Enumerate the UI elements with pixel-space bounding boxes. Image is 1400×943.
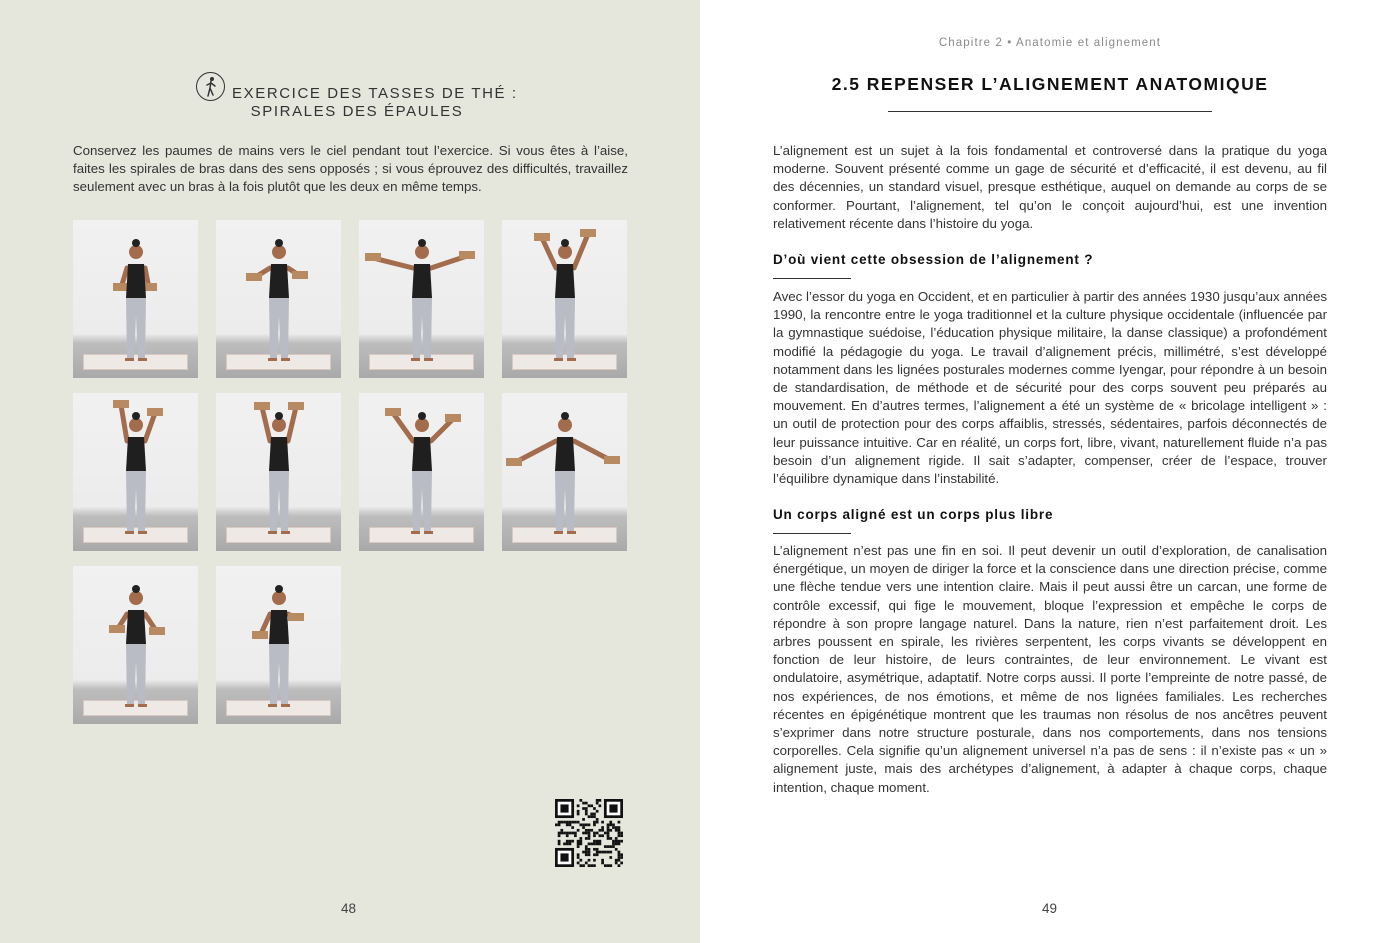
paragraph-3: L’alignement n’est pas une fin en soi. Il peut devenir un outil d’exploration, de canalisation énergétique, un moyen de diriger la force et la conscience dans une direction précise, comme une flèche tendue vers une intention claire. Mais il peut aussi être un carcan, une forme de contrôle excessif, qui fige le mouvement, bloque l’expression et empêche le corps de répondre à son propre langage naturel. Dans la nature, rien n’est parfaitement droit. Les arbres poussent en spirale, les rivières serpentent, les corps vivants se développent en fonction de leur histoire, de leurs contraintes, de leur environnement. Le vivant est ondulatoire, asymétrique, adaptatif. Notre corps aussi. Il porte l’empreinte de notre passé, de nos expériences, de nos émotions, et même de nos lignées familiales. Les recherches récentes en épigénétique montrent que les traumas non résolus de nos ancêtres peuvent s’exprimer dans notre structure posturale, dans nos comportements, dans nos tensions corporelles. Cela signifie qu’un alignement universel n’a pas de sens : il n’existe pas « un » alignement juste, mais des archétypes d’alignement, à adapter à chaque corps, chaque intention, chaque moment. (773, 543, 1327, 795)
exercise-photo-6 (216, 393, 341, 551)
subheading-1-rule (773, 278, 851, 279)
exercise-photo-4 (502, 220, 627, 378)
exercise-title-line2: SPIRALES DES ÉPAULES (250, 103, 464, 120)
subheading-2: Un corps aligné est un corps plus libre (773, 507, 1054, 522)
chapter-header: Chapitre 2 • Anatomie et alignement (938, 37, 1162, 49)
exercise-photo-7 (359, 393, 484, 551)
page-number-right: 49 (1042, 901, 1058, 916)
exercise-photo-3 (359, 220, 484, 378)
section-title: 2.5 REPENSER L’ALIGNEMENT ANATOMIQUE (831, 74, 1269, 94)
exercise-title-line1: EXERCICE DES TASSES DE THÉ : (232, 85, 518, 102)
exercise-title (232, 85, 552, 121)
yoga-pose-icon (196, 72, 225, 101)
title-divider (888, 111, 1212, 112)
paragraph-2: Avec l’essor du yoga en Occident, et en particulier à partir des années 1930 jusqu’aux années 1990, la rencontre entre le yoga traditionnel et la culture physique occidentale (influencée par la gymnastique suédoise, l’éducation physique militaire, la danse classique) a profondément modifié la pédagogie du yoga. Le travail d’alignement précis, millimétré, s’est développé notamment dans les lignées posturales modernes comme Iyengar, pour répondre à un besoin de standardisation, de méthode et de sécurité pour des corps souvent peu préparés au mouvement. En d’autres termes, l’alignement a été un système de « bricolage intelligent » : un outil de protection pour des corps affaiblis, stressés, sédentaires, parfois déconnectés de leur puissance intuitive. Car en réalité, un corps fort, libre, vivant, naturellement fluide n’a pas besoin d’un alignement rigide. Il sait s’adapter, compenser, créer de l’espace, trouver l’équilibre dynamique dans l’instabilité. (773, 289, 1327, 487)
page-number-left: 48 (341, 901, 357, 916)
qr-code-icon[interactable] (555, 799, 623, 867)
exercise-photo-10 (216, 566, 341, 724)
exercise-photo-9 (73, 566, 198, 724)
exercise-intro: Conservez les paumes de mains vers le ciel pendant tout l’exercice. Si vous êtes à l’aise, faites les spirales de bras dans des sens opposés ; si vous éprouvez des difficultés, travaillez seulement avec un bras à la fois plutôt que les deux en même temps. (73, 143, 628, 195)
exercise-photo-2 (216, 220, 341, 378)
subheading-2-rule (773, 533, 851, 534)
subheading-1: D’où vient cette obsession de l’alignement ? (773, 252, 1094, 267)
exercise-photo-5 (73, 393, 198, 551)
exercise-photo-1 (73, 220, 198, 378)
exercise-photo-8 (502, 393, 627, 551)
paragraph-1: L’alignement est un sujet à la fois fondamental et controversé dans la pratique du yoga moderne. Souvent présenté comme un gage de sécurité et d’efficacité, il est devenu, au fil des décennies, un standard visuel, presque esthétique, auquel on demande au corps de se conformer. Pourtant, l’alignement, tel qu’on le conçoit aujourd’hui, est une invention relativement récente dans l’histoire du yoga. (773, 143, 1327, 231)
